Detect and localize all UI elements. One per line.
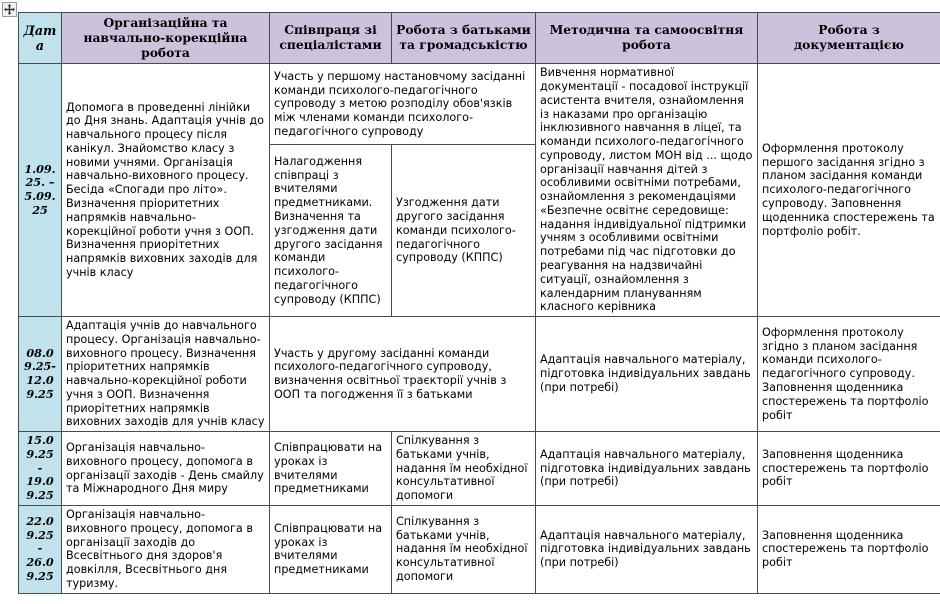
table-row bbox=[19, 432, 940, 506]
cell-specialists-1: Налагодження співпраці з вчителями предметниками. Визначення та узгодження дати другого засідання команди психолого-педагогічного супроводу (КППС) bbox=[270, 145, 392, 317]
cell-date-1: 1.09.25. – 5.09.25 bbox=[19, 64, 62, 317]
cell-date-2: 08.09.25- 12.09.25 bbox=[19, 317, 62, 432]
cell-date-3: 15.09.25 - 19.09.25 bbox=[19, 432, 62, 506]
cell-methodical-1: Вивчення нормативної документації - посадової інструкції асистента вчителя, ознайомлення із наказами про організацію інклюзивного навчання в ліцеї, та команди психолого-педагогічного супроводу, листом МОН від ... щодо організації навчання дітей з особливими освітніми потребами, ознайомлення з рекомендаціями «Безпечне освітнє середовище: надання індивідуальної підтримки учням з особливими освітніми потребами під час підготовки до реагування на надзвичайні ситуації, ознайомлення з календарним плануванням класного керівника bbox=[536, 64, 758, 317]
cell-specialists-parents-merged-2: Участь у другому засіданні команди психолого-педагогічного супроводу, визначення освітньої траєкторії учнів з ООП та погодження її з батьками bbox=[270, 317, 536, 432]
move-four-arrows-icon bbox=[4, 4, 15, 15]
cell-parents-3: Спілкування з батьками учнів, надання їм необхідної консультативної допомоги bbox=[392, 432, 536, 506]
cell-documentation-4: Заповнення щоденника спостережень та портфоліо робіт bbox=[758, 505, 940, 593]
cell-organizational-3: Організація навчально-виховного процесу, допомога в організації заходів - День смайлу та Міжнародного Дня миру bbox=[62, 432, 270, 506]
table-row bbox=[19, 505, 940, 593]
cell-date-4: 22.09.25 - 26.09.25 bbox=[19, 505, 62, 593]
cell-organizational-1: Допомога в проведенні лінійки до Дня знань. Адаптація учнів до навчального процесу після канікул. Знайомство класу з новими учнями. Організація навчально-виховного процесу. Бесіда «Спогади про літо». Визначення пріоритетних напрямків навчально-корекційної роботи учня з ООП. Визначення приорітетних напрямків виховних заходів для учнів класу bbox=[62, 64, 270, 317]
table-row bbox=[19, 317, 940, 432]
table-header-row bbox=[19, 13, 940, 64]
cell-documentation-2: Оформлення протоколу згідно з планом засідання команди психолого-педагогічного супроводу. Заповнення щоденника спостережень та портфоліо робіт bbox=[758, 317, 940, 432]
cell-organizational-2: Адаптація учнів до навчального процесу. Організація навчально-виховного процесу. Визначення пріоритетних напрямків навчально-корекційної роботи учня з ООП. Визначення приорітетних напрямків виховних заходів для учнів класу bbox=[62, 317, 270, 432]
cell-methodical-3: Адаптація навчального матеріалу, підготовка індивідуальних завдань (при потребі) bbox=[536, 432, 758, 506]
cell-methodical-4: Адаптація навчального матеріалу, підготовка індивідуальних завдань (при потребі) bbox=[536, 505, 758, 593]
cell-specialists-parents-merged-1: Участь у першому настановчому засіданні команди психолого-педагогічного супроводу з метою розподілу обов'язків між членами команди психолого-педагогічного супроводу bbox=[270, 64, 536, 145]
work-plan-table bbox=[18, 12, 940, 594]
column-header-documentation: Робота з документацією bbox=[758, 13, 940, 64]
column-header-specialists: Співпраця зі спеціалістами bbox=[270, 13, 392, 64]
cell-documentation-1: Оформлення протоколу першого засідання згідно з планом засідання команди психолого-педагогічного супроводу. Заповнення щоденника спостережень та портфоліо робіт. bbox=[758, 64, 940, 317]
table-row bbox=[19, 64, 940, 145]
table-move-handle[interactable] bbox=[2, 2, 17, 17]
column-header-parents: Робота з батьками та громадськістю bbox=[392, 13, 536, 64]
cell-specialists-3: Співпрацювати на уроках із вчителями предметниками bbox=[270, 432, 392, 506]
cell-documentation-3: Заповнення щоденника спостережень та портфоліо робіт bbox=[758, 432, 940, 506]
column-header-methodical: Методична та самоосвітня робота bbox=[536, 13, 758, 64]
column-header-date: Дата bbox=[19, 13, 62, 64]
cell-methodical-2: Адаптація навчального матеріалу, підготовка індивідуальних завдань (при потребі) bbox=[536, 317, 758, 432]
cell-parents-1: Узгодження дати другого засідання команди психолого-педагогічного супроводу (КППС) bbox=[392, 145, 536, 317]
cell-parents-4: Спілкування з батьками учнів, надання їм необхідної консультативної допомоги bbox=[392, 505, 536, 593]
cell-specialists-4: Співпрацювати на уроках із вчителями предметниками bbox=[270, 505, 392, 593]
column-header-organizational: Організаційна та навчально-корекційна робота bbox=[62, 13, 270, 64]
cell-organizational-4: Організація навчально-виховного процесу, допомога в організації заходів до Всесвітнього дня здоров'я довкілля, Всесвітнього дня туризму. bbox=[62, 505, 270, 593]
